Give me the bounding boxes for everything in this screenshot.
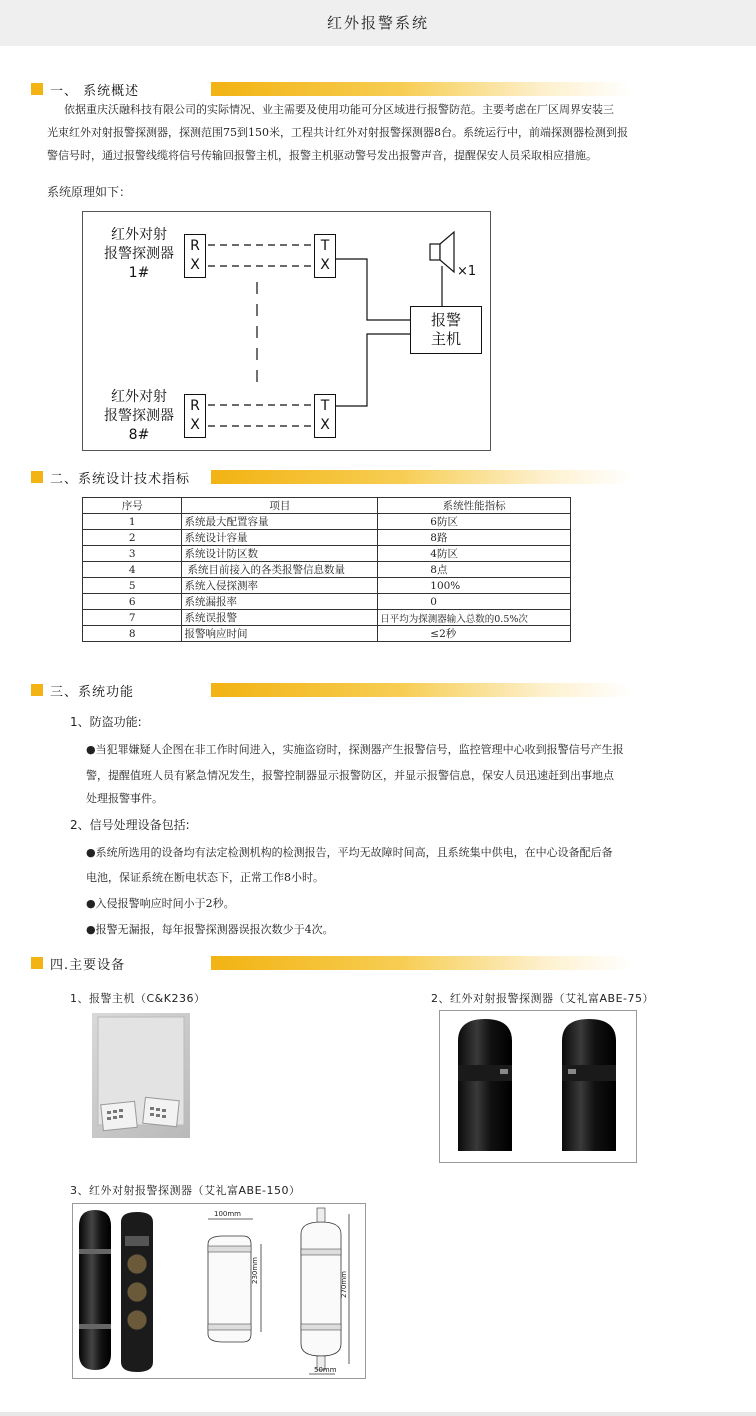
abe-75-photo xyxy=(439,1010,637,1163)
table-cell: 报警响应时间 xyxy=(182,626,378,642)
section-marker xyxy=(31,684,43,696)
page-footer xyxy=(0,1412,756,1416)
table-cell: 8路 xyxy=(378,530,571,546)
table-cell: 2 xyxy=(83,530,182,546)
table-cell: 0 xyxy=(378,594,571,610)
function-2-line-3: ●入侵报警响应时间小于2秒。 xyxy=(86,897,235,910)
section-title-functions: 三、系统功能 xyxy=(50,685,135,700)
table-cell: 5 xyxy=(83,578,182,594)
table-cell: 系统目前接入的各类报警信息数量 xyxy=(182,562,378,578)
host-line2: 主机 xyxy=(430,330,461,348)
section-title-spec: 二、系统设计技术指标 xyxy=(50,472,191,487)
rx-bottom-r: R xyxy=(190,398,200,414)
function-2-line-1: ●系统所选用的设备均有法定检测机构的检测报告，平均无故障时间高，且系统集中供电，在中心设备配后备 xyxy=(86,846,613,859)
table-cell: ≤2秒 xyxy=(378,626,571,642)
table-cell: 6 xyxy=(83,594,182,610)
table-row xyxy=(83,578,571,594)
table-cell: 100% xyxy=(378,578,571,594)
system-diagram xyxy=(82,211,491,451)
alarm-host-box xyxy=(410,306,482,354)
dim-base-label: 50mm xyxy=(314,1366,337,1374)
section-title-overview: 一、 系统概述 xyxy=(50,84,140,99)
tx-box-top xyxy=(314,234,336,278)
table-header-row xyxy=(83,498,571,514)
table-cell: 系统设计防区数 xyxy=(182,546,378,562)
table-cell: 8 xyxy=(83,626,182,642)
detector-bottom-line1: 红外对射 xyxy=(111,389,167,405)
section-bar xyxy=(211,956,631,970)
table-cell: 4防区 xyxy=(378,546,571,562)
overview-line-3: 警信号时，通过报警线缆将信号传输回报警主机，报警主机驱动警号发出报警声音，提醒保安人员采取相应措施。 xyxy=(47,149,597,162)
table-row xyxy=(83,546,571,562)
table-cell: 8点 xyxy=(378,562,571,578)
principle-label: 系统原理如下： xyxy=(47,185,132,199)
detector-bottom-id: 8# xyxy=(128,427,150,443)
function-2-title: 2、信号处理设备包括: xyxy=(70,818,190,832)
section-bar xyxy=(211,683,631,697)
section-marker xyxy=(31,957,43,969)
function-2-line-4: ●报警无漏报，每年报警探测器误报次数少于4次。 xyxy=(86,923,334,936)
header-cell: 序号 xyxy=(83,498,182,514)
tx-top-t: T xyxy=(320,238,330,254)
table-row xyxy=(83,530,571,546)
tx-top-x: X xyxy=(320,257,330,273)
table-row xyxy=(83,610,571,626)
table-row xyxy=(83,514,571,530)
table-row xyxy=(83,626,571,642)
function-2-line-2: 电池，保证系统在断电状态下，正常工作8小时。 xyxy=(86,871,324,884)
rx-box-top xyxy=(184,234,206,278)
function-1-line-3: 处理报警事件。 xyxy=(86,792,163,805)
function-1-line-1: ●当犯罪嫌疑人企图在非工作时间进入，实施盗窃时，探测器产生报警信号，监控管理中心收到报警信号产生报 xyxy=(86,743,624,756)
page-title: 红外报警系统 xyxy=(326,14,429,32)
equipment-2-caption: 2、红外对射报警探测器（艾礼富ABE-75） xyxy=(431,992,654,1005)
rx-top-x: X xyxy=(190,257,200,273)
table-cell: 系统误报警 xyxy=(182,610,378,626)
table-cell: 系统漏报率 xyxy=(182,594,378,610)
tx-box-bottom xyxy=(314,394,336,438)
dim-outer-height-label: 270mm xyxy=(340,1271,348,1298)
table-row xyxy=(83,594,571,610)
section-bar xyxy=(211,470,631,484)
spec-table xyxy=(82,497,571,642)
detector-top-line1: 红外对射 xyxy=(111,227,167,243)
detector-label-top xyxy=(91,226,187,283)
table-row xyxy=(83,562,571,578)
table-cell: 7 xyxy=(83,610,182,626)
alarm-host-photo xyxy=(92,1013,190,1138)
table-cell: 1 xyxy=(83,514,182,530)
function-1-line-2: 警，提醒值班人员有紧急情况发生，报警控制器显示报警防区，并显示报警信息，保安人员迅速赶到出事地点 xyxy=(86,769,614,782)
header-cell: 项目 xyxy=(182,498,378,514)
overview-line-1: 依据重庆沃融科技有限公司的实际情况、业主需要及使用功能可分区域进行报警防范。主要考虑在厂区周界安装三 xyxy=(64,103,614,116)
table-cell: 日平均为探测器输入总数的0.5%次 xyxy=(378,610,571,626)
tx-bottom-x: X xyxy=(320,417,330,433)
abe-75-image xyxy=(440,1011,636,1162)
host-line1: 报警 xyxy=(430,311,461,329)
section-marker xyxy=(31,83,43,95)
rx-box-bottom xyxy=(184,394,206,438)
abe-150-photo xyxy=(72,1203,366,1379)
equipment-1-caption: 1、报警主机（C&K236） xyxy=(70,992,206,1005)
table-cell: 系统设计容量 xyxy=(182,530,378,546)
rx-bottom-x: X xyxy=(190,417,200,433)
detector-label-bottom xyxy=(91,388,187,445)
speaker-count: ×1 xyxy=(457,264,477,279)
detector-top-id: 1# xyxy=(128,265,150,281)
tx-bottom-t: T xyxy=(320,398,330,414)
table-cell: 系统最大配置容量 xyxy=(182,514,378,530)
header-cell: 系统性能指标 xyxy=(378,498,571,514)
equipment-3-caption: 3、红外对射报警探测器（艾礼富ABE-150） xyxy=(70,1184,301,1197)
detector-top-line2: 报警探测器 xyxy=(104,246,174,262)
overview-line-2: 光束红外对射报警探测器，探测范围75到150米，工程共计红外对射报警探测器8台。系统运行中，前端探测器检测到报 xyxy=(47,126,628,139)
table-cell: 6防区 xyxy=(378,514,571,530)
dim-inner-height-label: 230mm xyxy=(251,1257,259,1284)
alarm-host-image xyxy=(92,1013,190,1138)
function-1-title: 1、防盗功能: xyxy=(70,715,142,729)
rx-top-r: R xyxy=(190,238,200,254)
abe-150-image xyxy=(73,1204,365,1378)
detector-bottom-line2: 报警探测器 xyxy=(104,408,174,424)
table-cell: 系统入侵探测率 xyxy=(182,578,378,594)
table-cell: 3 xyxy=(83,546,182,562)
section-marker xyxy=(31,471,43,483)
section-title-equipment: 四.主要设备 xyxy=(50,958,126,973)
table-cell: 4 xyxy=(83,562,182,578)
dim-width-label: 100mm xyxy=(214,1210,241,1218)
section-bar xyxy=(211,82,631,96)
